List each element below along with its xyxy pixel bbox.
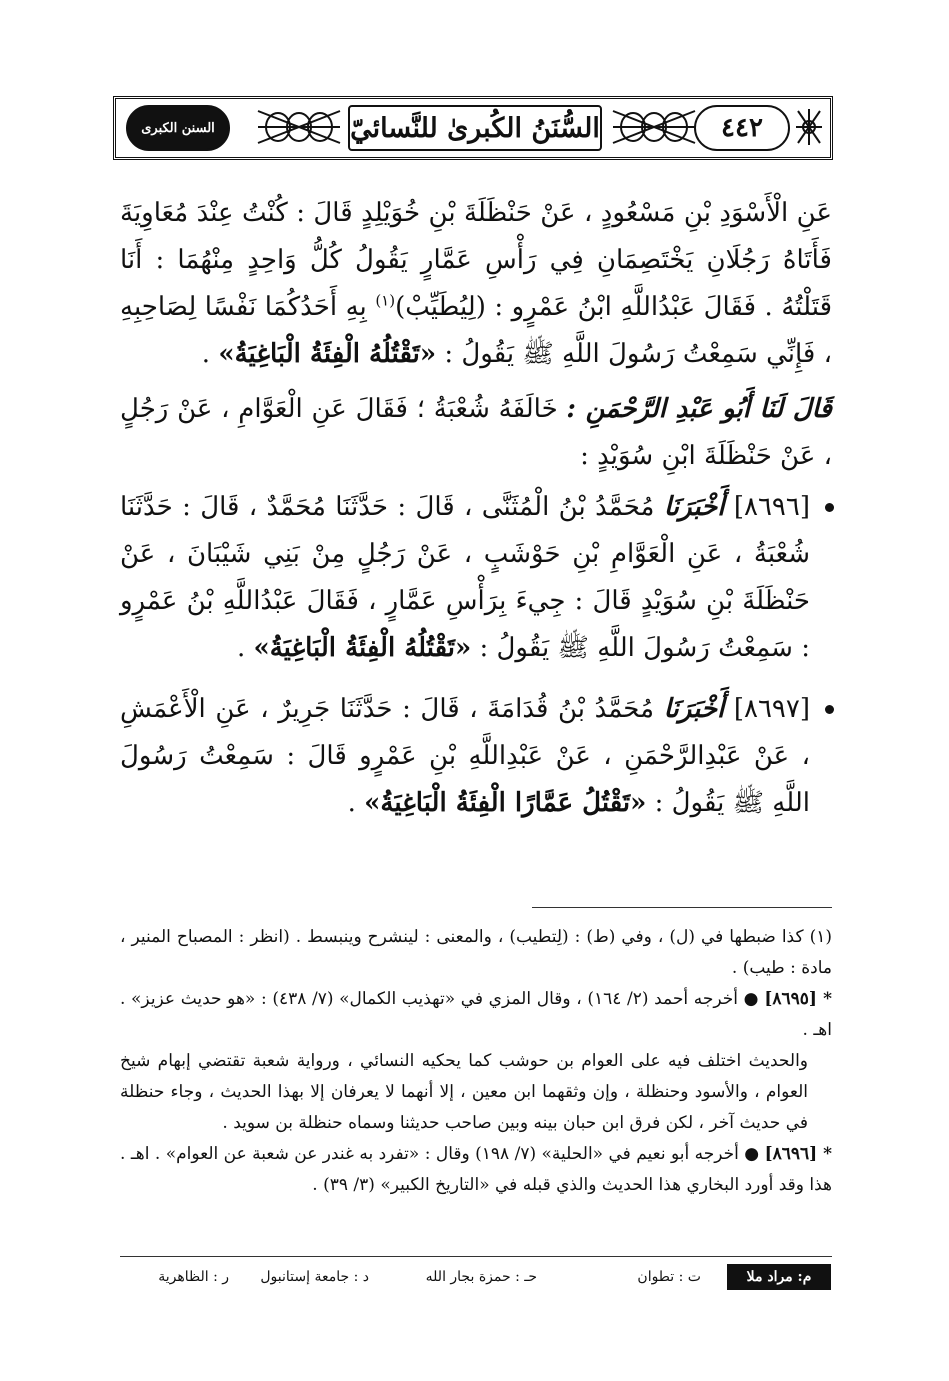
hadith-entry xyxy=(120,686,832,827)
footnotes xyxy=(120,922,832,1201)
note-ref: * [٨٦٩٥] xyxy=(764,989,832,1009)
text-span: . xyxy=(201,339,211,369)
narration-verb: أَخْبَرَنَا xyxy=(663,694,725,724)
text-span: . xyxy=(347,788,356,818)
text-span: ● أخرجه أحمد (٢/ ١٦٤) ، وقال المزي في «تهذيب الكمال» (٧/ ٤٣٨) : «هو حديث عزيز» . اهـ . xyxy=(120,989,832,1040)
ornament-icon xyxy=(794,107,824,147)
bullet-icon xyxy=(825,705,834,714)
text-span: بِهِ أَحَدُكُمَا نَفْسًا لِصَاحِبِهِ ، فَإِنِّي سَمِعْتُ رَسُولَ اللَّهِ ﷺ يَقُولُ : xyxy=(120,292,832,369)
manuscript-badge: م: مراد ملا xyxy=(727,1264,831,1290)
hadith-number: [٨٦٩٦] xyxy=(733,492,811,522)
quote: «تَقْتُلُهُ الْفِئَةُ الْبَاغِيَةُ» xyxy=(253,633,472,663)
manuscript-siglum: د : جامعة إستانبول xyxy=(260,1269,369,1285)
takhrij-note xyxy=(120,1139,832,1201)
hadith-number: [٨٦٩٧] xyxy=(733,694,811,724)
quote: «تَقْتُلُ عَمَّارًا الْفِئَةُ الْبَاغِيَةُ» xyxy=(364,788,647,818)
narration-verb: أَخْبَرَنَا xyxy=(663,492,725,522)
author-note-lead: قَالَ لَنَا أَبُو عَبْدِ الرَّحْمَنِ : xyxy=(566,394,832,424)
bullet-icon xyxy=(825,503,834,512)
text-span: مُحَمَّدُ بْنُ الْمُثَنَّى ، قَالَ : حَدَّثَنَا مُحَمَّدٌ ، قَالَ : حَدَّثَنَا شُعْبَةُ ، عَنِ الْعَوَّامِ بْنِ حَوْشَبٍ ، عَنْ رَجُلٍ مِنْ بَنِي شَيْبَانَ ، عَنْ حَنْظَلَةَ بْنِ سُوَيْدٍ قَالَ : جِيءَ بِرَأْسِ عَمَّارٍ ، فَقَالَ عَبْدُاللَّهِ بْنُ عَمْرٍو : سَمِعْتُ رَسُولَ اللَّهِ ﷺ يَقُولُ : xyxy=(120,492,810,663)
text-span: خَالَفَهُ شُعْبَةُ ؛ فَقَالَ عَنِ الْعَوَّامِ ، عَنْ رَجُلٍ ، عَنْ حَنْظَلَةَ ابْنِ سُوَيْدٍ : xyxy=(120,394,832,471)
text-span: . xyxy=(236,633,246,663)
footnote: (١) كذا ضبطها في (ل) ، وفي (ط) : (لِتطيب) ، والمعنى : لينشرح وينبسط . (انظر : المصباح المنير ، مادة : طيب) . xyxy=(120,927,832,978)
text-span: عَنِ الْأَسْوَدِ بْنِ مَسْعُودٍ ، عَنْ حَنْظَلَةَ بْنِ خُوَيْلِدٍ قَالَ : كُنْتُ عِنْدَ مُعَاوِيَةَ فَأَتَاهُ رَجُلَانِ يَخْتَصِمَانِ فِي رَأْسِ عَمَّارٍ يَقُولُ كُلُّ وَاحِدٍ مِنْهُمَا : أَنَا قَتَلْتُهُ . فَقَالَ عَبْدُاللَّهِ ابْنُ عَمْرٍو : (لِيُطَيِّبْ) xyxy=(120,198,833,322)
ornament-icon xyxy=(256,107,342,147)
page-number: ٤٤٢ xyxy=(694,105,790,151)
quote: «تَقْتُلُهُ الْفِئَةُ الْبَاغِيَةُ» xyxy=(218,339,437,369)
paragraph xyxy=(120,386,832,480)
paragraph xyxy=(120,190,832,378)
footer-divider xyxy=(120,1256,832,1257)
book-logo: السنن الكبرى xyxy=(126,105,230,151)
takhrij-note: والحديث اختلف فيه على العوام بن حوشب كما يحكيه النسائي ، ورواية شعبة تقتضي إبهام شيخ العوام ، والأسود وحنظلة ، وإن وثقهما ابن معين ، إلا أنهما لا يعرفان إلا بهذا الحديث ، وجاء حنظلة في حديث آخر ، لكن فرق ابن حبان بينه وبين صاحب حديثنا وسماه حنظلة بن سويد . xyxy=(120,1051,808,1133)
text-span: مُحَمَّدُ بْنُ قُدَامَةَ ، قَالَ : حَدَّثَنَا جَرِيرٌ ، عَنِ الْأَعْمَشِ ، عَنْ عَبْدِالرَّحْمَنِ ، عَنْ عَبْدِاللَّهِ بْنِ عَمْرٍو قَالَ : سَمِعْتُ رَسُولَ اللَّهِ ﷺ يَقُولُ : xyxy=(120,694,810,818)
page-title: السُّنَنُ الكُبرىٰ للنَّسائيّ xyxy=(348,105,602,151)
manuscript-siglum: ر : الظاهرية xyxy=(158,1269,229,1285)
ornament-icon xyxy=(611,107,697,147)
footnote-divider xyxy=(532,907,832,908)
manuscript-siglum: حـ : حمزة بجار الله xyxy=(425,1269,537,1285)
text-span: ● أخرجه أبو نعيم في «الحلية» (٧/ ١٩٨) وقال : «تفرد به غندر عن شعبة عن العوام» . اهـ . هذا وقد أورد البخاري هذا الحديث والذي قبله في «التاريخ الكبير» (٣/ ٣٩) . xyxy=(120,1144,832,1195)
manuscript-siglum: ت : تطوان xyxy=(637,1269,701,1285)
note-ref: * [٨٦٩٦] xyxy=(764,1144,833,1164)
running-header xyxy=(113,96,833,160)
footnote-marker: (١) xyxy=(375,291,396,310)
main-text xyxy=(120,190,832,841)
hadith-entry xyxy=(120,484,832,672)
takhrij-note xyxy=(120,984,832,1046)
